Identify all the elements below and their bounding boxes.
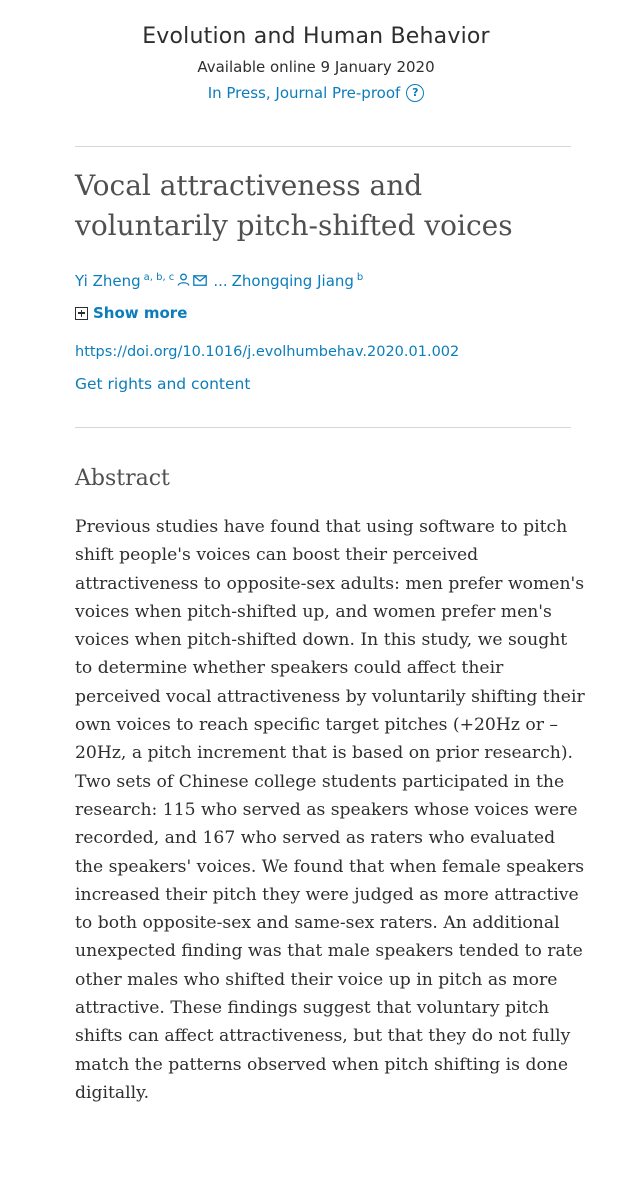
show-more-button[interactable] <box>75 304 187 322</box>
article-status-label[interactable]: In Press, Journal Pre-proof <box>207 84 401 102</box>
author-first-affiliations[interactable]: a, b, c <box>143 271 175 283</box>
meta-divider <box>75 427 571 428</box>
author-list <box>75 272 363 290</box>
author-ellipsis[interactable]: ... <box>213 272 228 290</box>
author-first[interactable]: Yi Zheng <box>75 272 141 290</box>
article-status[interactable] <box>208 84 425 102</box>
abstract-heading: Abstract <box>75 466 170 491</box>
get-rights-link[interactable]: Get rights and content <box>75 375 251 393</box>
header-divider <box>75 146 571 147</box>
journal-title[interactable]: Evolution and Human Behavior <box>142 24 490 49</box>
doi-link[interactable]: https://doi.org/10.1016/j.evolhumbehav.2020.01.002 <box>75 344 460 360</box>
person-icon[interactable] <box>177 272 190 290</box>
show-more-label[interactable]: Show more <box>93 304 188 322</box>
author-last-affiliations[interactable]: b <box>356 271 364 283</box>
journal-header <box>0 0 632 102</box>
mail-icon[interactable] <box>193 272 207 290</box>
available-online-date: Available online 9 January 2020 <box>197 58 435 76</box>
article-title: Vocal attractiveness and voluntarily pitch-shifted voices <box>75 169 513 242</box>
question-circle-icon[interactable]: ? <box>406 84 424 102</box>
expand-plus-icon[interactable] <box>75 307 88 320</box>
abstract-text: Previous studies have found that using software to pitch shift people's voices can boost their perceived attractiveness to opposite-sex adults: men prefer women's voices when pitch-shifted up, and women prefer men's voices when pitch-shifted down. In this study, we sought to determine whether speakers could affect their perceived vocal attractiveness by voluntarily shifting their own voices to reach specific target pitches (+20Hz or –20Hz, a pitch increment that is based on prior research). Two sets of Chinese college students participated in the research: 115 who served as speakers whose voices were recorded, and 167 who served as raters who evaluated the speakers' voices. We found that when female speakers increased their pitch they were judged as more attractive to both opposite-sex and same-sex raters. An additional unexpected finding was that male speakers tended to rate other males who shifted their voice up in pitch as more attractive. These findings suggest that voluntary pitch shifts can affect attractiveness, but that they do not fully match the patterns observed when pitch shifting is done digitally. <box>75 517 585 1103</box>
author-last[interactable]: Zhongqing Jiang <box>231 272 354 290</box>
